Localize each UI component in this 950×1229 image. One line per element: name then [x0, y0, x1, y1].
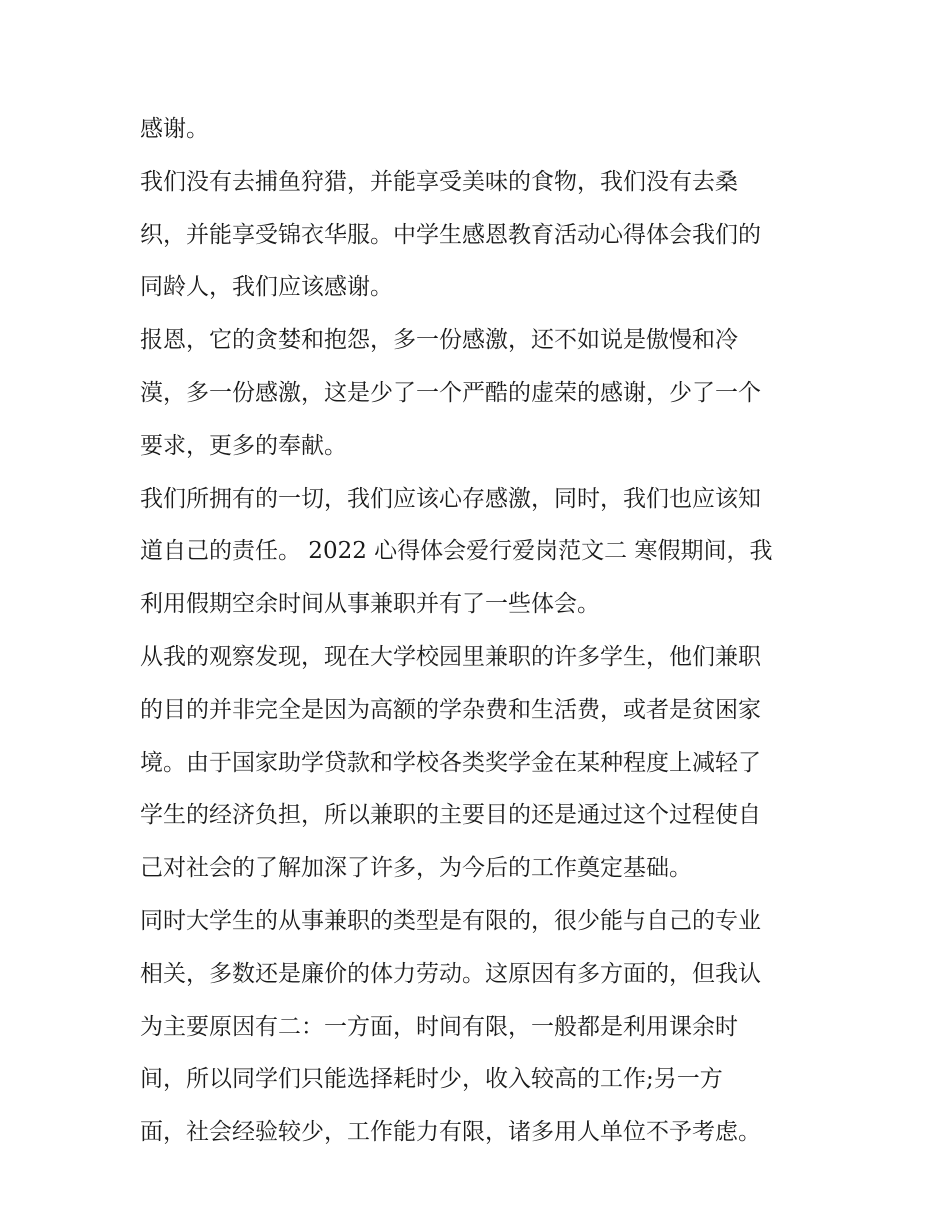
- text-line: 间，所以同学们只能选择耗时少，收入较高的工作;另一方: [140, 1066, 723, 1093]
- text-line: 境。由于国家助学贷款和学校各类奖学金在某种程度上减轻了: [140, 749, 761, 776]
- text-line: 感谢。: [140, 116, 209, 142]
- text-line: 从我的观察发现，现在大学校园里兼职的许多学生，他们兼职: [140, 643, 761, 670]
- text-line: 要求，更多的奉献。: [140, 432, 347, 459]
- text-line: 漠，多一份感激，这是少了一个严酷的虚荣的感谢，少了一个: [140, 379, 761, 406]
- text-line: 面，社会经验较少，工作能力有限，诸多用人单位不予考虑。: [140, 1119, 761, 1146]
- text-line: 己对社会的了解加深了许多，为今后的工作奠定基础。: [140, 855, 692, 882]
- body-text: [140, 106, 830, 1162]
- text-line: 我们所拥有的一切，我们应该心存感激，同时，我们也应该知: [140, 485, 761, 512]
- text-line: 的目的并非完全是因为高额的学杂费和生活费，或者是贫困家: [140, 696, 761, 723]
- text-line: 报恩，它的贪婪和抱怨，多一份感激，还不如说是傲慢和冷: [140, 327, 738, 354]
- text-line: 利用假期空余时间从事兼职并有了一些体会。: [140, 591, 600, 618]
- text-line: 学生的经济负担，所以兼职的主要目的还是通过这个过程使自: [140, 802, 761, 829]
- text-line: 为主要原因有二：一方面，时间有限，一般都是利用课余时: [140, 1013, 738, 1040]
- text-line: 道自己的责任。 2022 心得体会爱行爱岗范文二 寒假期间，我: [140, 538, 773, 565]
- text-line: 同龄人，我们应该感谢。: [140, 274, 393, 301]
- text-line: 织，并能享受锦衣华服。中学生感恩教育活动心得体会我们的: [140, 221, 761, 248]
- text-line: 我们没有去捕鱼狩猎，并能享受美味的食物，我们没有去桑: [140, 168, 738, 195]
- text-line: 同时大学生的从事兼职的类型是有限的，很少能与自己的专业: [140, 907, 761, 934]
- text-line: 相关，多数还是廉价的体力劳动。这原因有多方面的，但我认: [140, 960, 761, 987]
